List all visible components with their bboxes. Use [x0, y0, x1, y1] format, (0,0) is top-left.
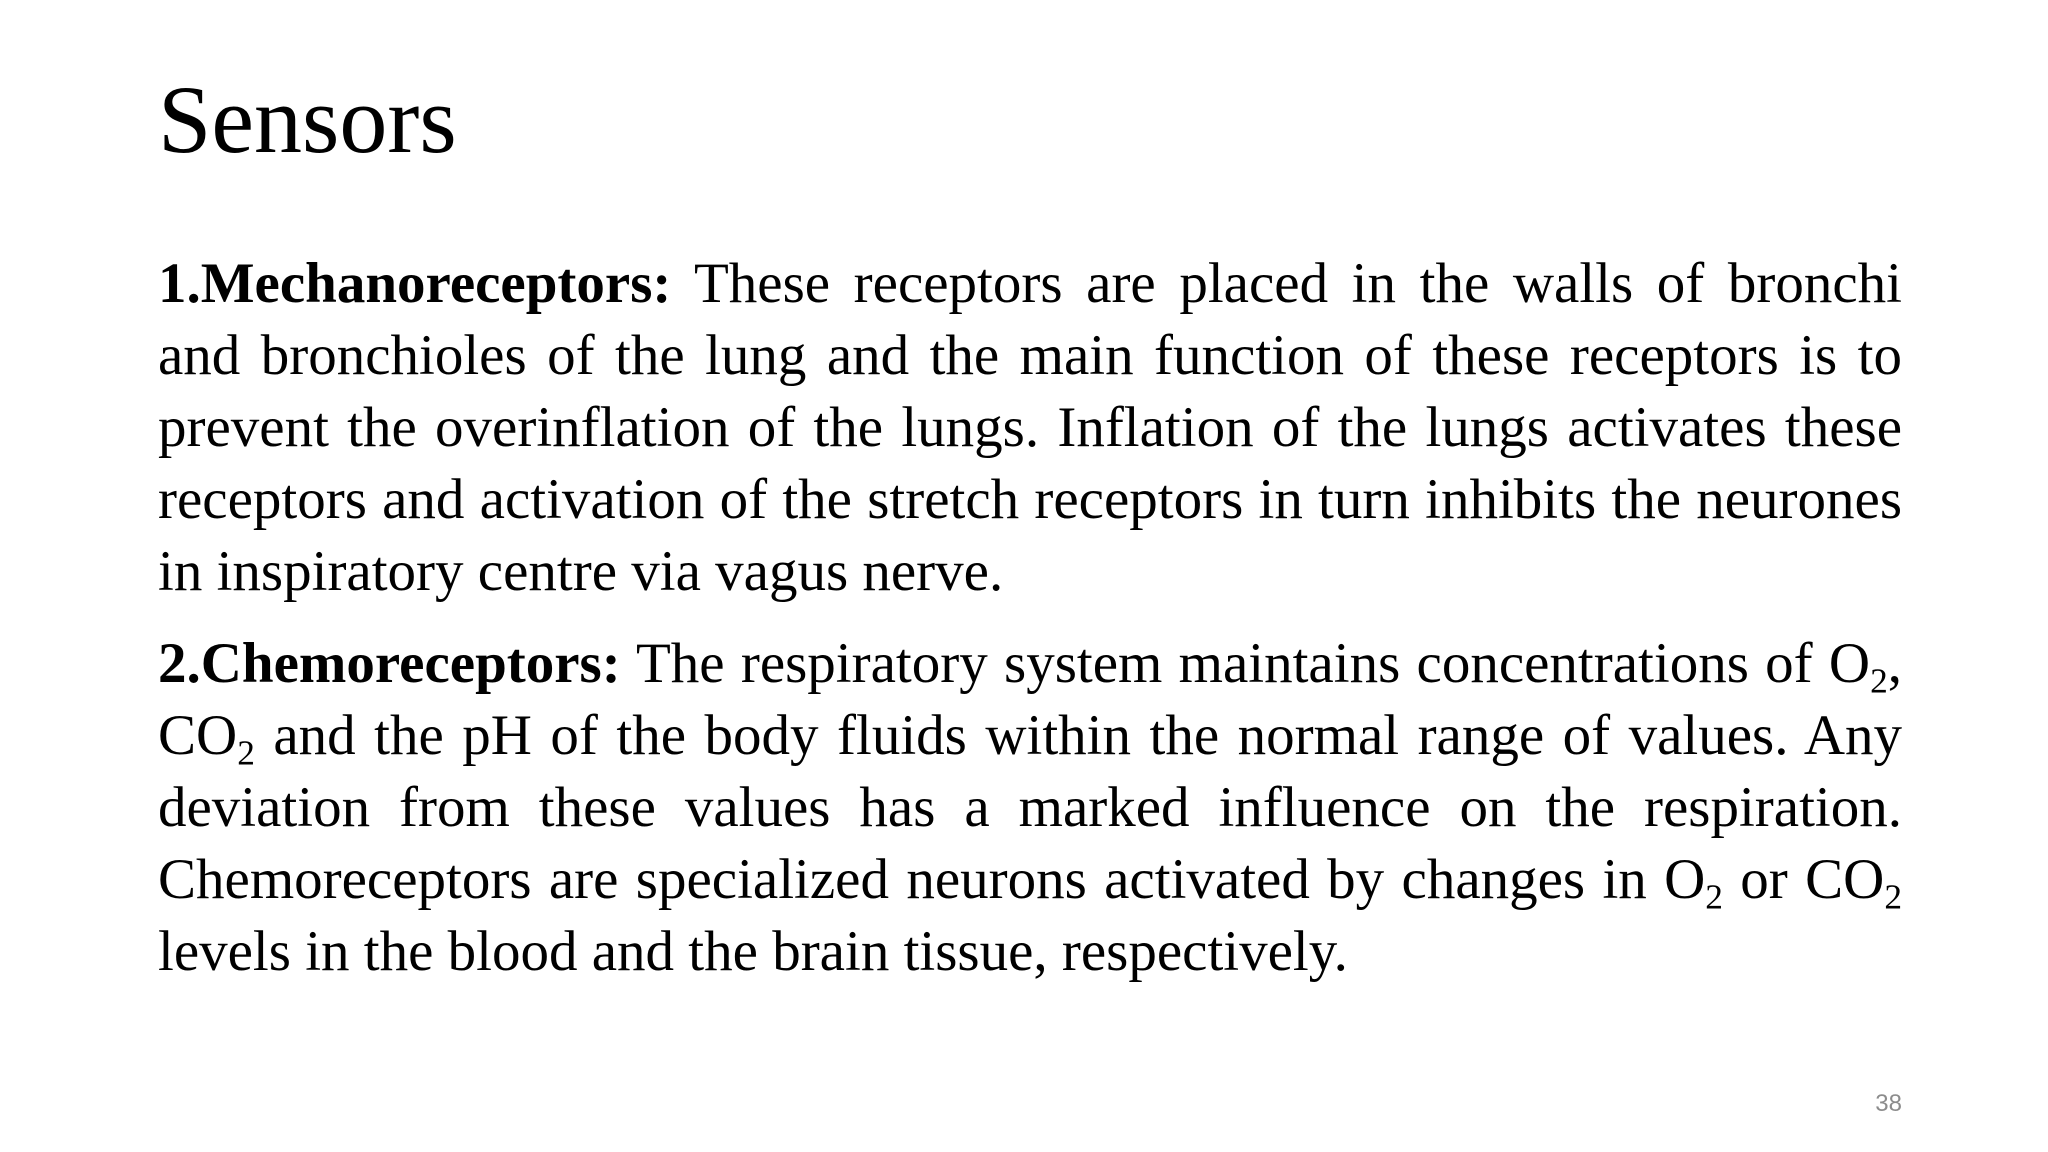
chemoreceptors-heading: 2.Chemoreceptors: — [158, 632, 621, 695]
mechanoreceptors-text: These receptors are placed in the walls of bronchi and bronchioles of the lung and the main function of these receptors is to prevent the overinflation of the lungs. Inflation of the lungs activates these receptors and activation of the stretch receptors in turn inhibits the neurones in inspiratory centre via vagus nerve. — [158, 252, 1902, 603]
subscript-2: 2 — [1884, 877, 1902, 917]
chemoreceptors-paragraph — [158, 628, 1902, 988]
slide-title: Sensors — [158, 66, 457, 173]
slide-number: 38 — [1875, 1090, 1902, 1117]
chemoreceptors-text-2: , CO — [158, 632, 1902, 767]
mechanoreceptors-paragraph — [158, 248, 1902, 608]
chemoreceptors-text-4: or CO — [1722, 848, 1885, 911]
chemoreceptors-text-1: The respiratory system maintains concentrations of O — [620, 632, 1871, 695]
mechanoreceptors-heading: 1.Mechanoreceptors: — [158, 252, 672, 315]
subscript-2: 2 — [1870, 661, 1888, 701]
chemoreceptors-text-3: and the pH of the body fluids within the normal range of values. Any deviation from these values has a marked influence on the respiration. Chemoreceptors are specialized neurons activated by changes in O — [158, 704, 1902, 911]
subscript-2: 2 — [1705, 877, 1723, 917]
slide-body — [158, 248, 1902, 1008]
chemoreceptors-text-5: levels in the blood and the brain tissue, respectively. — [158, 920, 1348, 983]
subscript-2: 2 — [237, 733, 255, 773]
